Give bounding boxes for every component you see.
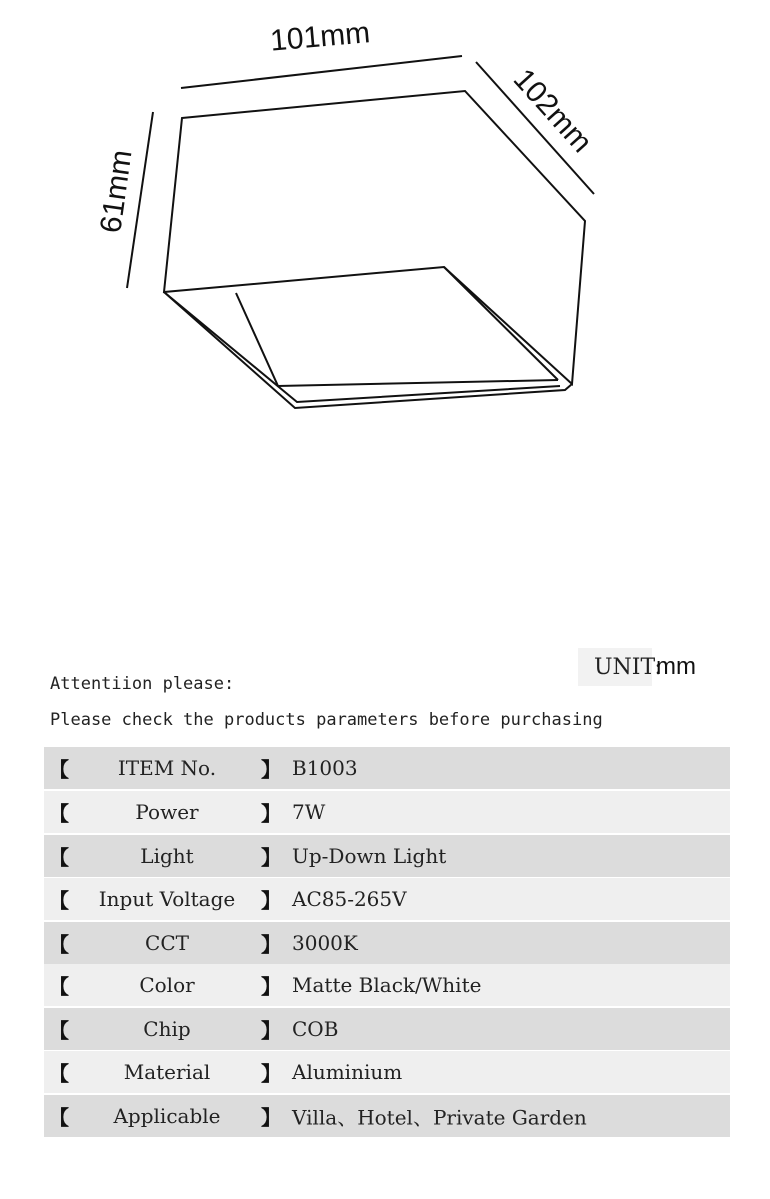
spec-value: B1003 <box>292 756 358 780</box>
spec-row-item-no <box>44 747 730 789</box>
spec-label: CCT <box>145 931 189 955</box>
spec-value: Up-Down Light <box>292 844 447 868</box>
spec-label: Power <box>135 800 199 824</box>
product-dimension-drawing <box>0 0 770 460</box>
right-bracket: 】 <box>261 801 281 826</box>
spec-row-applicable <box>44 1095 730 1137</box>
right-bracket: 】 <box>261 932 281 957</box>
right-bracket: 】 <box>261 1018 281 1043</box>
spec-row-input-voltage <box>44 878 730 920</box>
right-bracket: 】 <box>261 845 281 870</box>
spec-label: Color <box>139 973 195 997</box>
left-bracket: 【 <box>49 1105 69 1130</box>
left-bracket: 【 <box>49 1018 69 1043</box>
check-notice: Please check the products parameters before purchasing <box>50 710 603 730</box>
spec-value: 7W <box>292 800 326 824</box>
left-bracket: 【 <box>49 845 69 870</box>
spec-row-color <box>44 964 730 1006</box>
spec-row-power <box>44 791 730 833</box>
spec-label: Applicable <box>113 1104 221 1128</box>
width-dimension-line <box>181 56 462 88</box>
spec-value: Aluminium <box>292 1060 403 1084</box>
spec-value: Villa、Hotel、Private Garden <box>292 1105 587 1130</box>
depth-dimension-label: 102mm <box>506 62 599 160</box>
spec-row-chip <box>44 1008 730 1050</box>
spec-row-material <box>44 1051 730 1093</box>
spec-label: Light <box>140 844 194 868</box>
left-bracket: 【 <box>49 801 69 826</box>
left-bracket: 【 <box>49 932 69 957</box>
spec-row-cct <box>44 922 730 964</box>
right-bracket: 】 <box>261 1105 281 1130</box>
right-bracket: 】 <box>261 757 281 782</box>
height-dimension-label: 61mm <box>94 147 139 235</box>
right-bracket: 】 <box>261 888 281 913</box>
spec-row-light <box>44 835 730 877</box>
left-bracket: 【 <box>49 757 69 782</box>
lamp-body-outline <box>164 91 585 408</box>
attention-heading: Attentiion please: <box>50 674 235 694</box>
right-bracket: 】 <box>261 974 281 999</box>
spec-label: Material <box>123 1060 211 1084</box>
unit-label: UNIT: <box>594 655 662 680</box>
left-bracket: 【 <box>49 888 69 913</box>
right-bracket: 】 <box>261 1061 281 1086</box>
left-bracket: 【 <box>49 974 69 999</box>
spec-label: ITEM No. <box>117 756 217 780</box>
left-bracket: 【 <box>49 1061 69 1086</box>
spec-value: Matte Black/White <box>292 973 482 997</box>
spec-label: Chip <box>143 1017 191 1041</box>
spec-value: COB <box>292 1017 339 1041</box>
unit-value: mm <box>656 653 696 680</box>
width-dimension-label: 101mm <box>268 16 372 58</box>
spec-label: Input Voltage <box>98 887 236 911</box>
spec-value: AC85-265V <box>292 887 407 911</box>
spec-value: 3000K <box>292 931 358 955</box>
